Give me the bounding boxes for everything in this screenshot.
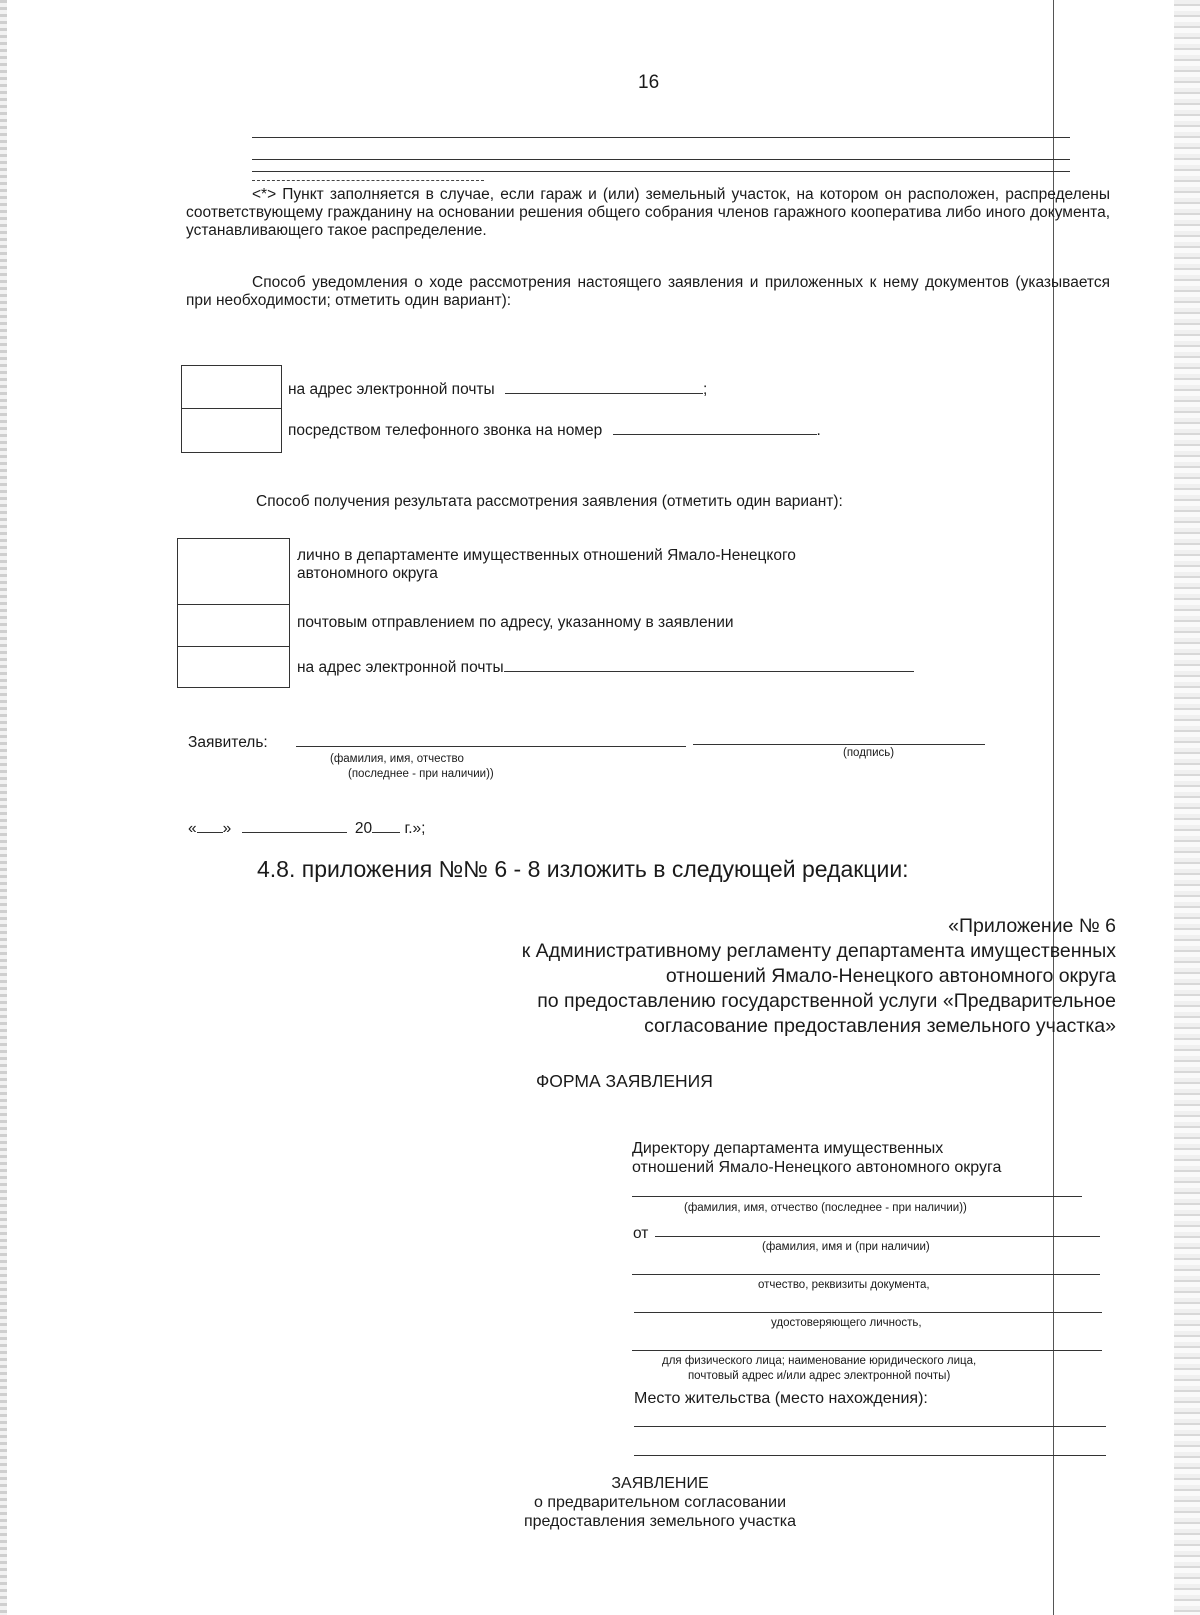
from-blank[interactable] xyxy=(634,1312,1102,1313)
phone-blank[interactable] xyxy=(613,420,817,435)
blank-line xyxy=(252,137,1070,138)
checkbox-result-by-post[interactable] xyxy=(177,604,290,647)
blank-line xyxy=(252,159,1070,160)
option-label: на адрес электронной почты xyxy=(288,381,495,398)
appendix-header-line: по предоставлению государственной услуги «Предварительное xyxy=(537,990,1116,1012)
checkbox-result-in-person[interactable] xyxy=(177,538,290,605)
date-quote-open: « xyxy=(188,820,197,837)
scan-artifact-line xyxy=(1053,0,1054,1615)
hint-applicant-name xyxy=(330,752,494,782)
hint-from-4 xyxy=(662,1354,976,1384)
applicant-label: Заявитель: xyxy=(188,734,268,751)
option-suffix: ; xyxy=(702,381,708,398)
email-blank[interactable] xyxy=(504,657,914,672)
footnote xyxy=(186,186,1110,240)
option-label: на адрес электронной почты xyxy=(297,659,504,676)
month-blank[interactable] xyxy=(242,818,347,833)
scan-edge-left xyxy=(0,0,7,1615)
statement-title: ЗАЯВЛЕНИЕ xyxy=(611,1475,709,1492)
appendix-header-line: согласование предоставления земельного участка» xyxy=(644,1015,1116,1037)
hint-from-1: (фамилия, имя и (при наличии) xyxy=(762,1241,930,1253)
result-intro: Способ получения результата рассмотрения заявления (отметить один вариант): xyxy=(256,493,843,510)
year-blank[interactable] xyxy=(372,818,400,833)
from-blank[interactable] xyxy=(632,1274,1100,1275)
hint-line: для физического лица; наименование юридического лица, xyxy=(662,1355,977,1367)
from-blank[interactable] xyxy=(632,1350,1102,1351)
appendix-header-line: «Приложение № 6 xyxy=(948,915,1116,937)
amendment-heading: 4.8. приложения №№ 6 - 8 изложить в следующей редакции: xyxy=(257,856,909,882)
residence-label: Место жительства (место нахождения): xyxy=(634,1390,928,1407)
hint-line: почтовый адрес и/или адрес электронной почты) xyxy=(687,1370,951,1382)
option-label: посредством телефонного звонка на номер xyxy=(288,422,603,439)
director-name-blank[interactable] xyxy=(632,1196,1082,1197)
notify-option-email xyxy=(288,379,707,399)
hint-line: (последнее - при наличии)) xyxy=(348,768,494,780)
result-option-in-person xyxy=(297,547,796,583)
appendix-header xyxy=(522,914,1116,1039)
residence-blank[interactable] xyxy=(634,1426,1106,1427)
checkbox-result-email[interactable] xyxy=(177,646,290,688)
hint-from-3: удостоверяющего личность, xyxy=(771,1317,922,1329)
page-number: 16 xyxy=(638,72,660,93)
statement-subtitle-line1: о предварительном согласовании xyxy=(533,1494,786,1511)
addressee-line2: отношений Ямало-Ненецкого автономного округа xyxy=(632,1159,1002,1176)
result-option-email xyxy=(297,657,914,677)
blank-line xyxy=(252,171,1070,172)
hint-from-2: отчество, реквизиты документа, xyxy=(758,1279,930,1291)
date-quote-close: » xyxy=(222,820,232,837)
year-prefix: 20 xyxy=(354,820,373,837)
footnote-marker: <*> xyxy=(252,186,277,203)
hint-director: (фамилия, имя, отчество (последнее - при наличии)) xyxy=(684,1202,967,1214)
option-suffix: . xyxy=(816,422,821,439)
from-blank[interactable] xyxy=(655,1236,1100,1237)
applicant-signature-blank[interactable] xyxy=(693,744,985,745)
checkbox-notify-phone[interactable] xyxy=(181,408,282,453)
email-blank[interactable] xyxy=(505,379,703,394)
year-suffix: г.»; xyxy=(404,820,426,837)
hint-signature: (подпись) xyxy=(843,747,895,759)
result-option-by-post: почтовым отправлением по адресу, указанному в заявлении xyxy=(297,614,734,631)
addressee-line1: Директору департамента имущественных xyxy=(632,1140,944,1157)
notification-intro: Способ уведомления о ходе рассмотрения настоящего заявления и приложенных к нему документов (указывается при необходимости; отметить один вариант): xyxy=(186,274,1110,309)
statement-block xyxy=(480,1474,840,1531)
day-blank[interactable] xyxy=(197,818,223,833)
hint-line: (фамилия, имя, отчество xyxy=(330,753,464,765)
appendix-header-line: отношений Ямало-Ненецкого автономного округа xyxy=(665,965,1116,987)
notify-option-phone xyxy=(288,420,821,440)
checkbox-notify-email[interactable] xyxy=(181,365,282,409)
option-label-line2: автономного округа xyxy=(297,565,438,582)
footnote-separator xyxy=(252,180,484,181)
from-label: от xyxy=(633,1225,649,1242)
date-line xyxy=(188,818,425,838)
residence-blank[interactable] xyxy=(634,1455,1106,1456)
statement-subtitle-line2: предоставления земельного участка xyxy=(523,1513,797,1530)
appendix-header-line: к Административному регламенту департамента имущественных xyxy=(521,940,1116,962)
applicant-name-blank[interactable] xyxy=(296,746,686,747)
option-label-line1: лично в департаменте имущественных отношений Ямало-Ненецкого xyxy=(297,547,796,564)
footnote-text: Пункт заполняется в случае, если гараж и (или) земельный участок, на котором он расположен, распределены соответствующему гражданину на основании решения общего собрания членов гаражного кооператива либо иного документа, устанавливающего такое распределение. xyxy=(186,186,1110,239)
form-title: ФОРМА ЗАЯВЛЕНИЯ xyxy=(536,1071,713,1091)
scan-edge-right xyxy=(1174,0,1200,1615)
